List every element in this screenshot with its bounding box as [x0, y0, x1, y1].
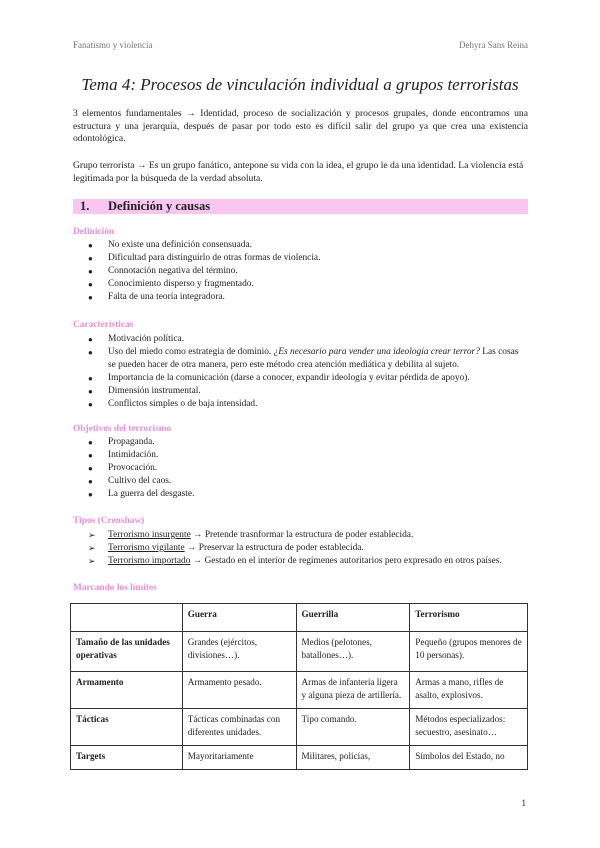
table-cell: Símbolos del Estado, no — [410, 746, 528, 770]
bullet-dot-icon: ● — [88, 280, 93, 289]
list-item: ● Importancia de la comunicación (darse a conocer, expandir ideología y evitar pérdida de apoyo). — [88, 373, 470, 383]
column-header: Guerra — [182, 604, 296, 632]
list-item: ● Uso del miedo como estrategia de dominio. ¿Es necesario para vender una ideología crear terror? Las cosas se pueden hacer de otra manera, pero este método crea atención mediática y debilita al sujeto. — [88, 347, 519, 370]
column-header: Guerrilla — [296, 604, 410, 632]
list-item: ● Provocación. — [88, 463, 158, 473]
bullet-dot-icon: ● — [88, 490, 93, 499]
arrowhead-icon: ➢ — [88, 530, 96, 540]
page-title: Tema 4: Procesos de vinculación individual a grupos terroristas — [81, 75, 519, 94]
list-item: ➢ Terrorismo importado → Gestado en el interior de regímenes autoritarios pero expresado en otros países. — [88, 556, 502, 566]
objetivos-heading: Objetivos del terrorismo — [73, 424, 172, 434]
bullet-dot-icon: ● — [88, 267, 93, 276]
list-item: ● Connotación negativa del término. — [88, 266, 238, 276]
definicion-heading: Definición — [73, 227, 115, 237]
table-cell: Tácticas combinadas con diferentes unidades. — [182, 709, 296, 746]
table-cell: Métodos especializados: secuestro, asesinato… — [410, 709, 528, 746]
page-number: 1 — [521, 799, 526, 809]
list-item: ● Falta de una teoría integradora. — [88, 292, 225, 302]
bullet-dot-icon: ● — [88, 254, 93, 263]
caracteristicas-heading: Características — [73, 320, 134, 330]
row-header: Tamaño de las unidades operativas — [71, 632, 183, 672]
intro-paragraph-2: Grupo terrorista → Es un grupo fanático, antepone su vida con la idea, el grupo le da una identidad. La violencia está legitimada por la búsqueda de la verdad absoluta. — [73, 160, 524, 184]
table-row — [71, 672, 528, 709]
list-item: ➢ Terrorismo vigilante → Preservar la estructura de poder establecida. — [88, 543, 364, 553]
definicion-list — [88, 239, 528, 304]
list-item: ● Cultivo del caos. — [88, 476, 172, 486]
table-row — [71, 632, 528, 672]
intro-paragraph-1: 3 elementos fundamentales → Identidad, proceso de socialización y procesos grupales, donde encontramos una estructura y una jerarquía, después de pasar por todo esto es difícil salir del grupo ya que crea una existencia odontológica. — [73, 108, 528, 145]
section-heading — [80, 199, 210, 214]
list-item: ● Dimensión instrumental. — [88, 386, 201, 396]
table-cell: Pequeño (grupos menores de 10 personas). — [410, 632, 528, 672]
table-cell: Armas de infantería ligera y alguna pieza de artillería. — [296, 672, 410, 709]
bullet-dot-icon: ● — [88, 387, 93, 396]
bullet-dot-icon: ● — [88, 241, 93, 250]
header-left: Fanatismo y violencia — [73, 40, 153, 50]
header-right: Dehyra Sans Reina — [459, 40, 528, 50]
bullet-dot-icon: ● — [88, 374, 93, 383]
caracteristicas-list — [88, 333, 528, 411]
arrowhead-icon: ➢ — [88, 543, 96, 553]
tipos-heading: Tipos (Crenshaw) — [73, 516, 145, 526]
arrowhead-icon: ➢ — [88, 556, 96, 566]
list-item: ● Conflictos simples o de baja intensidad. — [88, 399, 258, 409]
table-cell: Armas a mano, rifles de asalto, explosivos. — [410, 672, 528, 709]
table-cell: Medios (pelotones, batallones…). — [296, 632, 410, 672]
row-header: Targets — [71, 746, 183, 770]
list-item: ➢ Terrorismo insurgente → Pretende trasnformar la estructura de poder establecida. — [88, 530, 414, 540]
section-number: 1. — [80, 199, 90, 213]
row-header: Armamento — [71, 672, 183, 709]
list-item: ● Motivación política. — [88, 334, 185, 344]
column-header: Terrorismo — [410, 604, 528, 632]
list-item: ● Propaganda. — [88, 437, 155, 447]
column-header — [71, 604, 183, 632]
list-item: ● La guerra del desgaste. — [88, 489, 195, 499]
tipos-list — [88, 529, 528, 568]
table-row — [71, 746, 528, 770]
list-item: ● Dificultad para distinguirlo de otras formas de violencia. — [88, 253, 321, 263]
list-item: ● No existe una definición consensuada. — [88, 240, 252, 250]
table-cell: Tipo comando. — [296, 709, 410, 746]
table-cell: Grandes (ejércitos, divisiones…). — [182, 632, 296, 672]
bullet-dot-icon: ● — [88, 335, 93, 344]
bullet-dot-icon: ● — [88, 451, 93, 460]
section-title: Definición y causas — [108, 199, 211, 213]
limites-heading: Marcando los límites — [73, 583, 157, 593]
list-item: ● Conocimiento disperso y fragmentado. — [88, 279, 254, 289]
bullet-dot-icon: ● — [88, 400, 93, 409]
list-item: ● Intimidación. — [88, 450, 159, 460]
limits-table — [70, 603, 528, 770]
table-header-row — [71, 604, 528, 632]
bullet-dot-icon: ● — [88, 348, 93, 357]
objetivos-list — [88, 436, 528, 501]
bullet-dot-icon: ● — [88, 477, 93, 486]
table-cell: Armamento pesado. — [182, 672, 296, 709]
italic-question: ¿Es necesario para vender una ideología crear terror? — [273, 347, 480, 357]
table-cell: Mayoritariamente — [182, 746, 296, 770]
bullet-dot-icon: ● — [88, 438, 93, 447]
row-header: Tácticas — [71, 709, 183, 746]
table-cell: Militares, policías, — [296, 746, 410, 770]
bullet-dot-icon: ● — [88, 293, 93, 302]
table-row — [71, 709, 528, 746]
bullet-dot-icon: ● — [88, 464, 93, 473]
